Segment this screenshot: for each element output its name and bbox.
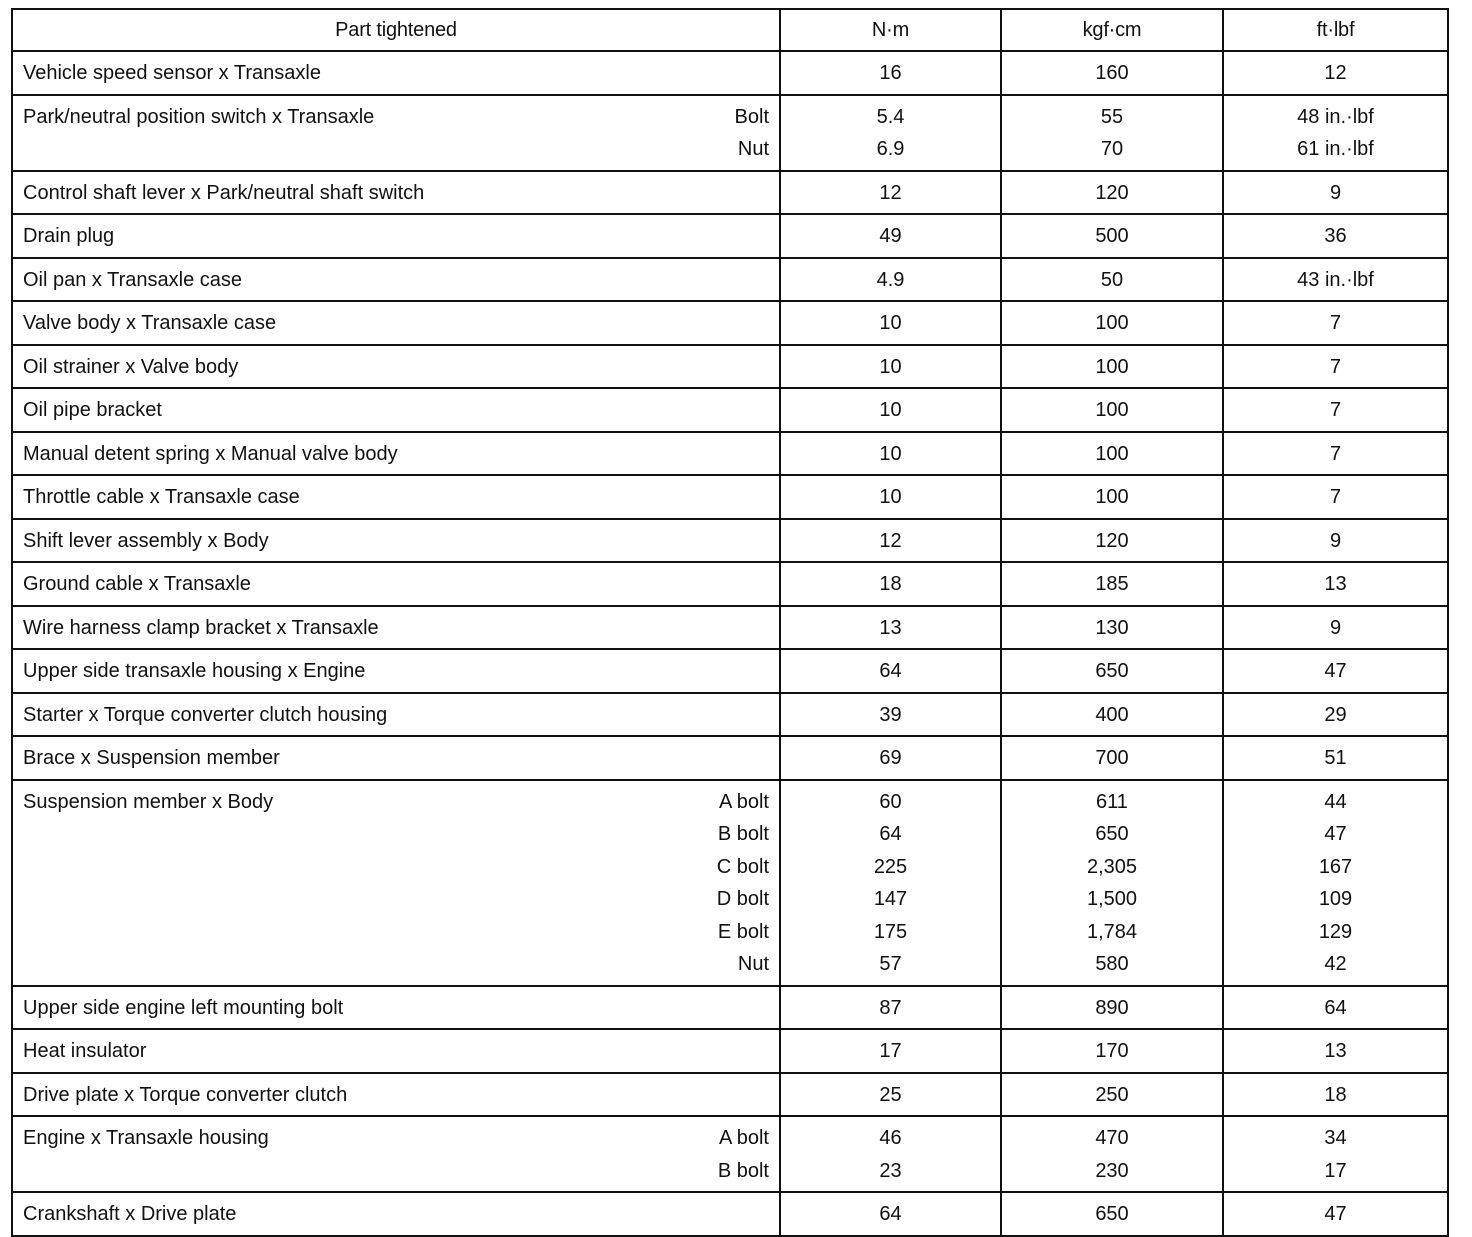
ft-lbf-value-cell bbox=[1223, 388, 1448, 432]
kgf-cm-value-cell bbox=[1001, 562, 1223, 606]
kgf-cm-value-cell bbox=[1001, 475, 1223, 519]
nm-value: 10 bbox=[879, 399, 902, 421]
ft-lbf-value-cell bbox=[1223, 51, 1448, 95]
part-line bbox=[23, 133, 769, 166]
nm-value: 10 bbox=[879, 486, 902, 508]
part-name: Valve body x Transaxle case bbox=[23, 312, 277, 334]
part-cell bbox=[12, 693, 780, 737]
fastener-label: Nut bbox=[737, 138, 769, 160]
kgf-cm-value: 650 bbox=[1095, 1203, 1129, 1225]
kgf-cm-value-cell bbox=[1001, 171, 1223, 215]
ft-lbf-value-cell bbox=[1223, 1116, 1448, 1192]
kgf-cm-value: 1,784 bbox=[1086, 920, 1138, 943]
part-name: Brace x Suspension member bbox=[23, 747, 280, 769]
kgf-cm-value: 611 bbox=[1096, 790, 1128, 813]
nm-value: 17 bbox=[879, 1040, 902, 1062]
nm-value-cell bbox=[780, 1116, 1001, 1192]
ft-lbf-value-cell bbox=[1223, 475, 1448, 519]
part-line bbox=[23, 1155, 769, 1188]
kgf-cm-value: 890 bbox=[1095, 996, 1129, 1019]
part-line bbox=[23, 307, 769, 340]
part-cell bbox=[12, 1073, 780, 1117]
part-line bbox=[23, 786, 769, 819]
fastener-label: C bolt bbox=[716, 855, 769, 878]
table-row bbox=[12, 214, 1448, 258]
nm-value: 4.9 bbox=[876, 268, 905, 291]
kgf-cm-value-cell bbox=[1001, 693, 1223, 737]
ft-lbf-value: 44 bbox=[1324, 790, 1347, 813]
ft-lbf-value-cell bbox=[1223, 649, 1448, 693]
table-row bbox=[12, 1029, 1448, 1073]
ft-lbf-value-cell bbox=[1223, 214, 1448, 258]
torque-spec-table bbox=[11, 8, 1449, 1237]
kgf-cm-value-cell bbox=[1001, 1073, 1223, 1117]
kgf-cm-value: 170 bbox=[1095, 1040, 1129, 1062]
ft-lbf-value: 167 bbox=[1318, 855, 1353, 878]
part-cell bbox=[12, 345, 780, 389]
part-line bbox=[23, 851, 769, 884]
part-cell bbox=[12, 301, 780, 345]
kgf-cm-value: 160 bbox=[1095, 62, 1129, 84]
kgf-cm-value-cell bbox=[1001, 606, 1223, 650]
part-name: Oil pipe bracket bbox=[23, 399, 162, 421]
fastener-label: D bolt bbox=[716, 888, 769, 910]
fastener-label: Nut bbox=[737, 953, 769, 975]
nm-value-cell bbox=[780, 95, 1001, 171]
part-cell bbox=[12, 51, 780, 95]
part-name: Crankshaft x Drive plate bbox=[23, 1203, 237, 1225]
part-line bbox=[23, 568, 769, 601]
kgf-cm-value: 100 bbox=[1095, 355, 1129, 378]
part-cell bbox=[12, 171, 780, 215]
kgf-cm-value-cell bbox=[1001, 51, 1223, 95]
ft-lbf-value: 47 bbox=[1324, 823, 1347, 845]
fastener-label: Bolt bbox=[734, 105, 769, 128]
nm-value: 39 bbox=[879, 703, 902, 726]
part-line bbox=[23, 101, 769, 134]
table-body bbox=[12, 51, 1448, 1236]
part-cell bbox=[12, 475, 780, 519]
ft-lbf-value: 13 bbox=[1324, 573, 1347, 595]
ft-lbf-value-cell bbox=[1223, 736, 1448, 780]
fastener-label: B bolt bbox=[717, 823, 769, 845]
part-line bbox=[23, 394, 769, 427]
header-nm: N·m bbox=[780, 9, 1001, 51]
part-name: Engine x Transaxle housing bbox=[23, 1127, 269, 1149]
kgf-cm-value-cell bbox=[1001, 519, 1223, 563]
nm-value: 64 bbox=[879, 660, 902, 682]
nm-value: 6.9 bbox=[876, 138, 905, 160]
table-row bbox=[12, 95, 1448, 171]
ft-lbf-value-cell bbox=[1223, 301, 1448, 345]
kgf-cm-value: 1,500 bbox=[1086, 888, 1138, 910]
kgf-cm-value-cell bbox=[1001, 301, 1223, 345]
ft-lbf-value: 13 bbox=[1324, 1040, 1347, 1062]
part-cell bbox=[12, 736, 780, 780]
part-line bbox=[23, 177, 769, 210]
kgf-cm-value-cell bbox=[1001, 780, 1223, 986]
kgf-cm-value-cell bbox=[1001, 95, 1223, 171]
nm-value: 12 bbox=[879, 181, 902, 204]
nm-value-cell bbox=[780, 301, 1001, 345]
part-name: Oil strainer x Valve body bbox=[23, 355, 239, 378]
part-line bbox=[23, 612, 769, 645]
nm-value: 225 bbox=[873, 855, 908, 878]
ft-lbf-value: 109 bbox=[1318, 888, 1353, 910]
nm-value-cell bbox=[780, 649, 1001, 693]
part-name: Throttle cable x Transaxle case bbox=[23, 486, 300, 508]
ft-lbf-value-cell bbox=[1223, 345, 1448, 389]
kgf-cm-value-cell bbox=[1001, 736, 1223, 780]
nm-value: 69 bbox=[879, 747, 902, 769]
nm-value: 49 bbox=[879, 225, 902, 247]
ft-lbf-value-cell bbox=[1223, 1192, 1448, 1236]
part-name: Drive plate x Torque converter clutch bbox=[23, 1083, 348, 1106]
ft-lbf-value-cell bbox=[1223, 780, 1448, 986]
nm-value: 64 bbox=[879, 823, 902, 845]
part-name: Upper side transaxle housing x Engine bbox=[23, 660, 366, 682]
part-name: Control shaft lever x Park/neutral shaft switch bbox=[23, 181, 425, 204]
kgf-cm-value: 120 bbox=[1095, 181, 1129, 204]
ft-lbf-value-cell bbox=[1223, 519, 1448, 563]
part-name: Starter x Torque converter clutch housing bbox=[23, 703, 388, 726]
part-name: Wire harness clamp bracket x Transaxle bbox=[23, 616, 379, 639]
part-name: Drain plug bbox=[23, 225, 115, 247]
ft-lbf-value-cell bbox=[1223, 1029, 1448, 1073]
kgf-cm-value-cell bbox=[1001, 649, 1223, 693]
ft-lbf-value: 9 bbox=[1329, 616, 1342, 639]
nm-value-cell bbox=[780, 388, 1001, 432]
kgf-cm-value: 50 bbox=[1100, 268, 1124, 291]
ft-lbf-value: 7 bbox=[1329, 355, 1342, 378]
part-cell bbox=[12, 95, 780, 171]
part-line bbox=[23, 1198, 769, 1231]
kgf-cm-value: 470 bbox=[1095, 1127, 1129, 1149]
kgf-cm-value-cell bbox=[1001, 258, 1223, 302]
nm-value-cell bbox=[780, 780, 1001, 986]
table-row bbox=[12, 562, 1448, 606]
part-name: Oil pan x Transaxle case bbox=[23, 268, 242, 291]
ft-lbf-value: 64 bbox=[1324, 996, 1347, 1019]
ft-lbf-value: 17 bbox=[1324, 1159, 1347, 1182]
part-name: Shift lever assembly x Body bbox=[23, 529, 269, 552]
part-line bbox=[23, 525, 769, 558]
ft-lbf-value-cell bbox=[1223, 562, 1448, 606]
part-cell bbox=[12, 780, 780, 986]
ft-lbf-value: 7 bbox=[1329, 312, 1342, 334]
part-name: Park/neutral position switch x Transaxle bbox=[23, 105, 375, 128]
kgf-cm-value: 100 bbox=[1095, 399, 1129, 421]
ft-lbf-value: 34 bbox=[1324, 1127, 1347, 1149]
kgf-cm-value: 100 bbox=[1095, 442, 1129, 465]
nm-value: 57 bbox=[879, 953, 902, 975]
nm-value-cell bbox=[780, 258, 1001, 302]
table-row bbox=[12, 986, 1448, 1030]
kgf-cm-value-cell bbox=[1001, 345, 1223, 389]
part-name: Manual detent spring x Manual valve body bbox=[23, 442, 398, 465]
part-cell bbox=[12, 562, 780, 606]
nm-value-cell bbox=[780, 693, 1001, 737]
part-line bbox=[23, 264, 769, 297]
part-cell bbox=[12, 649, 780, 693]
kgf-cm-value: 230 bbox=[1095, 1159, 1129, 1182]
nm-value-cell bbox=[780, 606, 1001, 650]
ft-lbf-value: 47 bbox=[1324, 1203, 1347, 1225]
kgf-cm-value-cell bbox=[1001, 1192, 1223, 1236]
part-cell bbox=[12, 1029, 780, 1073]
ft-lbf-value: 7 bbox=[1329, 399, 1342, 421]
part-line bbox=[23, 57, 769, 90]
ft-lbf-value-cell bbox=[1223, 258, 1448, 302]
table-row bbox=[12, 606, 1448, 650]
part-name: Vehicle speed sensor x Transaxle bbox=[23, 62, 321, 84]
kgf-cm-value: 100 bbox=[1095, 312, 1129, 334]
ft-lbf-value: 43 in.·lbf bbox=[1297, 268, 1374, 291]
kgf-cm-value-cell bbox=[1001, 214, 1223, 258]
ft-lbf-value-cell bbox=[1223, 986, 1448, 1030]
table-row bbox=[12, 388, 1448, 432]
part-cell bbox=[12, 258, 780, 302]
table-row bbox=[12, 780, 1448, 986]
table-row bbox=[12, 258, 1448, 302]
part-line bbox=[23, 1035, 769, 1068]
table-row bbox=[12, 736, 1448, 780]
part-name: Upper side engine left mounting bolt bbox=[23, 996, 344, 1019]
ft-lbf-value: 9 bbox=[1329, 529, 1342, 552]
part-cell bbox=[12, 432, 780, 476]
nm-value: 25 bbox=[879, 1083, 902, 1106]
kgf-cm-value: 250 bbox=[1095, 1083, 1129, 1106]
nm-value: 60 bbox=[879, 790, 902, 813]
kgf-cm-value: 700 bbox=[1095, 747, 1129, 769]
fastener-label: A bolt bbox=[718, 1127, 769, 1149]
ft-lbf-value: 51 bbox=[1324, 747, 1347, 769]
kgf-cm-value: 55 bbox=[1100, 105, 1124, 128]
nm-value-cell bbox=[780, 475, 1001, 519]
kgf-cm-value: 400 bbox=[1095, 703, 1129, 726]
nm-value-cell bbox=[780, 214, 1001, 258]
part-line bbox=[23, 883, 769, 916]
ft-lbf-value: 129 bbox=[1318, 920, 1353, 943]
part-line bbox=[23, 992, 769, 1025]
header-row bbox=[12, 9, 1448, 51]
nm-value: 147 bbox=[873, 888, 908, 910]
part-line bbox=[23, 655, 769, 688]
nm-value: 10 bbox=[879, 312, 902, 334]
header-kgf-cm: kgf·cm bbox=[1001, 9, 1223, 51]
table-row bbox=[12, 1116, 1448, 1192]
ft-lbf-value: 61 in.·lbf bbox=[1297, 138, 1374, 160]
part-cell bbox=[12, 1192, 780, 1236]
table-row bbox=[12, 1192, 1448, 1236]
ft-lbf-value-cell bbox=[1223, 171, 1448, 215]
kgf-cm-value: 70 bbox=[1100, 138, 1124, 160]
part-cell bbox=[12, 214, 780, 258]
ft-lbf-value: 42 bbox=[1324, 953, 1347, 975]
kgf-cm-value-cell bbox=[1001, 1029, 1223, 1073]
nm-value: 64 bbox=[879, 1203, 902, 1225]
ft-lbf-value: 29 bbox=[1324, 703, 1347, 726]
nm-value: 87 bbox=[879, 996, 902, 1019]
fastener-label: A bolt bbox=[718, 790, 769, 813]
part-line bbox=[23, 818, 769, 851]
kgf-cm-value: 650 bbox=[1095, 823, 1129, 845]
part-name: Heat insulator bbox=[23, 1040, 147, 1062]
ft-lbf-value-cell bbox=[1223, 432, 1448, 476]
part-line bbox=[23, 438, 769, 471]
nm-value: 18 bbox=[879, 573, 902, 595]
kgf-cm-value: 500 bbox=[1095, 225, 1129, 247]
kgf-cm-value: 100 bbox=[1095, 486, 1129, 508]
fastener-label: E bolt bbox=[717, 920, 769, 943]
part-line bbox=[23, 742, 769, 775]
ft-lbf-value-cell bbox=[1223, 1073, 1448, 1117]
part-cell bbox=[12, 606, 780, 650]
table-row bbox=[12, 1073, 1448, 1117]
nm-value-cell bbox=[780, 736, 1001, 780]
fastener-label: B bolt bbox=[717, 1159, 769, 1182]
kgf-cm-value: 185 bbox=[1095, 573, 1129, 595]
kgf-cm-value: 2,305 bbox=[1086, 855, 1138, 878]
header-part-tightened: Part tightened bbox=[12, 9, 780, 51]
table-row bbox=[12, 171, 1448, 215]
part-line bbox=[23, 220, 769, 253]
nm-value-cell bbox=[780, 1192, 1001, 1236]
nm-value: 10 bbox=[879, 355, 902, 378]
kgf-cm-value-cell bbox=[1001, 432, 1223, 476]
ft-lbf-value: 18 bbox=[1324, 1083, 1347, 1106]
kgf-cm-value: 130 bbox=[1095, 616, 1129, 639]
header-ft-lbf: ft·lbf bbox=[1223, 9, 1448, 51]
part-line bbox=[23, 916, 769, 949]
ft-lbf-value: 36 bbox=[1324, 225, 1347, 247]
nm-value-cell bbox=[780, 345, 1001, 389]
part-line bbox=[23, 1079, 769, 1112]
nm-value-cell bbox=[780, 562, 1001, 606]
part-name: Suspension member x Body bbox=[23, 790, 274, 813]
part-cell bbox=[12, 1116, 780, 1192]
nm-value: 12 bbox=[879, 529, 902, 552]
nm-value-cell bbox=[780, 432, 1001, 476]
table-row bbox=[12, 345, 1448, 389]
nm-value-cell bbox=[780, 1073, 1001, 1117]
part-name: Ground cable x Transaxle bbox=[23, 573, 251, 595]
part-line bbox=[23, 948, 769, 981]
kgf-cm-value-cell bbox=[1001, 1116, 1223, 1192]
nm-value: 16 bbox=[879, 62, 902, 84]
part-line bbox=[23, 699, 769, 732]
part-cell bbox=[12, 388, 780, 432]
nm-value: 175 bbox=[873, 920, 908, 943]
nm-value: 46 bbox=[879, 1127, 902, 1149]
ft-lbf-value-cell bbox=[1223, 95, 1448, 171]
nm-value-cell bbox=[780, 171, 1001, 215]
nm-value-cell bbox=[780, 519, 1001, 563]
ft-lbf-value: 12 bbox=[1324, 62, 1347, 84]
ft-lbf-value: 9 bbox=[1329, 181, 1342, 204]
table-row bbox=[12, 475, 1448, 519]
table-row bbox=[12, 432, 1448, 476]
ft-lbf-value: 7 bbox=[1329, 486, 1342, 508]
ft-lbf-value: 7 bbox=[1329, 442, 1342, 465]
table-row bbox=[12, 51, 1448, 95]
table-row bbox=[12, 693, 1448, 737]
part-cell bbox=[12, 519, 780, 563]
kgf-cm-value: 650 bbox=[1095, 660, 1129, 682]
nm-value: 13 bbox=[879, 616, 902, 639]
nm-value: 5.4 bbox=[876, 105, 905, 128]
table-row bbox=[12, 301, 1448, 345]
part-line bbox=[23, 481, 769, 514]
part-cell bbox=[12, 986, 780, 1030]
kgf-cm-value: 580 bbox=[1095, 953, 1129, 975]
ft-lbf-value-cell bbox=[1223, 693, 1448, 737]
ft-lbf-value: 48 in.·lbf bbox=[1297, 105, 1374, 128]
kgf-cm-value-cell bbox=[1001, 388, 1223, 432]
nm-value-cell bbox=[780, 1029, 1001, 1073]
ft-lbf-value-cell bbox=[1223, 606, 1448, 650]
nm-value-cell bbox=[780, 51, 1001, 95]
table-row bbox=[12, 519, 1448, 563]
ft-lbf-value: 47 bbox=[1324, 660, 1347, 682]
nm-value-cell bbox=[780, 986, 1001, 1030]
nm-value: 10 bbox=[879, 442, 902, 465]
nm-value: 23 bbox=[879, 1159, 902, 1182]
table-row bbox=[12, 649, 1448, 693]
kgf-cm-value-cell bbox=[1001, 986, 1223, 1030]
kgf-cm-value: 120 bbox=[1095, 529, 1129, 552]
part-line bbox=[23, 351, 769, 384]
part-line bbox=[23, 1122, 769, 1155]
